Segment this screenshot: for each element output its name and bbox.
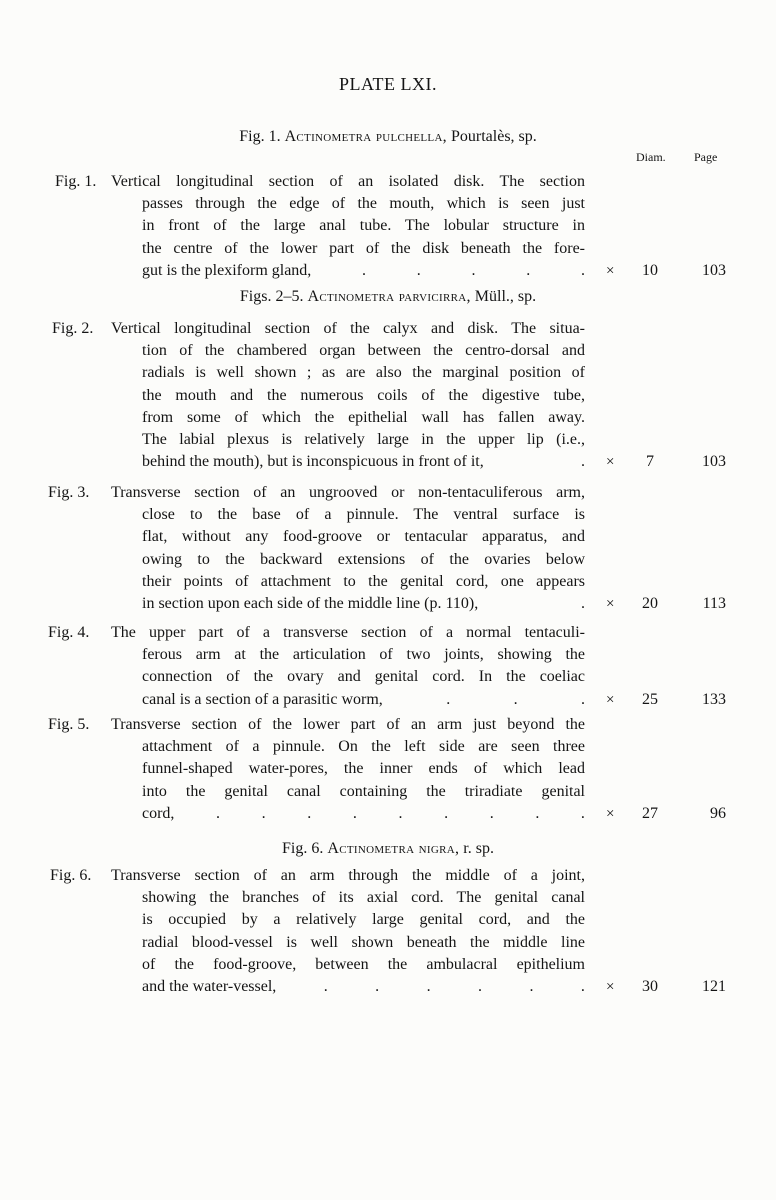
- leader-dot: .: [307, 804, 312, 822]
- leader-dot: .: [323, 978, 328, 995]
- figure-label: Fig. 4.: [48, 624, 90, 641]
- figure-label: Fig. 1.: [55, 173, 97, 190]
- magnification-sign: ×: [606, 454, 615, 471]
- figure-last-line: [142, 976, 585, 998]
- figure-first-line: [0, 482, 776, 504]
- heading-author: r. sp.: [463, 840, 494, 857]
- page-reference: 103: [702, 453, 726, 471]
- plate-title: PLATE LXI.: [339, 74, 437, 94]
- section-heading: [0, 288, 776, 306]
- figure-label: Fig. 3.: [48, 484, 90, 501]
- section-heading: [0, 128, 776, 146]
- magnification-sign: ×: [606, 262, 615, 279]
- figure-text-end: cord,: [142, 804, 175, 822]
- leader-dot: .: [446, 690, 451, 708]
- figure-last-line: [142, 260, 585, 282]
- heading-species: Actinometra parvicirra,: [307, 288, 471, 305]
- page-reference: 133: [702, 690, 726, 708]
- diam-column-header: Diam.: [636, 150, 666, 164]
- leader-dot: .: [398, 804, 403, 822]
- heading-author: Pourtalès, sp.: [451, 128, 537, 145]
- leader-dot: .: [581, 453, 585, 471]
- page-reference: 103: [702, 261, 726, 279]
- leader-dot: .: [471, 261, 476, 279]
- figure-label: Fig. 6.: [50, 867, 92, 884]
- figure-text-end: canal is a section of a parasitic worm,: [142, 690, 383, 708]
- figure-first-line: [0, 865, 776, 887]
- leader-dot: .: [426, 978, 431, 995]
- figure-text-line: in front of the large anal tube. The lobular structure in: [142, 217, 585, 235]
- figure-text-line: The labial plexus is relatively large in the upper lip (i.e.,: [142, 431, 585, 448]
- heading-figure-range: Fig. 6.: [282, 840, 324, 857]
- leader-dot: .: [580, 261, 585, 279]
- leader-dot: .: [375, 978, 380, 995]
- figure-text-line: ferous arm at the articulation of two joints, showing the: [142, 646, 585, 664]
- leader-dot: .: [416, 261, 421, 279]
- figure-text-end: gut is the plexiform gland,: [142, 261, 312, 279]
- heading-species: Actinometra nigra,: [327, 840, 460, 857]
- figure-text-end: and the water-vessel,: [142, 978, 277, 995]
- leader-dot: .: [535, 804, 540, 822]
- figure-text-line: close to the base of a pinnule. The ventral surface is: [142, 506, 585, 524]
- leader-dot: .: [580, 978, 585, 995]
- figure-text-end: behind the mouth), but is inconspicuous in front of it,: [142, 453, 484, 471]
- heading-figure-range: Figs. 2–5.: [239, 288, 304, 305]
- magnification-sign: ×: [606, 691, 615, 708]
- figure-text-line: Transverse section of the lower part of an arm just beyond the: [111, 716, 585, 733]
- figure-text-line: Transverse section of an arm through the middle of a joint,: [111, 867, 585, 884]
- leader-dot: .: [216, 804, 221, 822]
- figure-text-line: their points of attachment to the genital cord, one appears: [142, 572, 585, 590]
- section-heading: [0, 840, 776, 858]
- leader-dot: .: [513, 690, 518, 708]
- page-reference: 121: [702, 978, 726, 995]
- figure-first-line: [0, 171, 776, 193]
- leader-dot: .: [529, 978, 534, 995]
- figure-text-line: owing to the backward extensions of the ovaries below: [142, 550, 585, 568]
- figure-text-line: passes through the edge of the mouth, which is seen just: [142, 195, 585, 213]
- figure-text-line: the mouth and the numerous coils of the digestive tube,: [142, 386, 585, 404]
- figure-text-line: The upper part of a transverse section of a normal tentaculi-: [111, 624, 585, 641]
- figure-label: Fig. 5.: [48, 716, 90, 733]
- figure-text-line: Vertical longitudinal section of an isolated disk. The section: [111, 173, 585, 190]
- leader-dot: .: [526, 261, 531, 279]
- heading-author: Müll., sp.: [474, 288, 537, 305]
- page-reference: 113: [702, 595, 726, 612]
- figure-text-line: attachment of a pinnule. On the left side are seen three: [142, 738, 585, 756]
- figure-first-line: [0, 622, 776, 644]
- figure-text-end: in section upon each side of the middle line (p. 110),: [142, 595, 479, 612]
- figure-text-line: funnel-shaped water-pores, the inner ends of which lead: [142, 760, 585, 778]
- leader-dot: .: [362, 261, 367, 279]
- figure-text-line: showing the branches of its axial cord. The genital canal: [142, 889, 585, 907]
- magnification-sign: ×: [606, 979, 615, 995]
- figure-last-line: [142, 451, 585, 473]
- figure-text-line: radial blood-vessel is well shown beneath the middle line: [142, 933, 585, 951]
- page-column-header: Page: [694, 150, 718, 164]
- figure-label: Fig. 2.: [52, 320, 94, 337]
- figure-text-line: is occupied by a relatively large genital cord, and the: [142, 911, 585, 929]
- figure-text-line: Vertical longitudinal section of the calyx and disk. The situa-: [111, 320, 585, 337]
- figure-first-line: [0, 318, 776, 340]
- leader-dot: .: [580, 804, 585, 822]
- diameter-value: 20: [642, 595, 658, 612]
- diameter-value: 30: [642, 978, 658, 995]
- figure-text-line: from some of which the epithelial wall has fallen away.: [142, 408, 585, 426]
- figure-text-line: Transverse section of an ungrooved or non-tentaculiferous arm,: [111, 484, 585, 501]
- figure-last-line: [142, 689, 585, 711]
- page-reference: 96: [710, 804, 726, 822]
- heading-figure-range: Fig. 1.: [239, 128, 281, 145]
- magnification-sign: ×: [606, 596, 615, 612]
- leader-dot: .: [581, 595, 585, 612]
- leader-dot: .: [489, 804, 494, 822]
- leader-dot: .: [261, 804, 266, 822]
- figure-text-line: flat, without any food-groove or tentacular apparatus, and: [142, 528, 585, 546]
- leader-dot: .: [580, 690, 585, 708]
- leader-dot: .: [478, 978, 483, 995]
- leader-dot: .: [352, 804, 357, 822]
- figure-text-line: radials is well shown ; as are also the marginal position of: [142, 364, 585, 382]
- diameter-value: 10: [642, 261, 658, 279]
- diameter-value: 25: [642, 690, 658, 708]
- figure-text-line: connection of the ovary and genital cord. In the coeliac: [142, 668, 585, 686]
- figure-text-line: tion of the chambered organ between the centro-dorsal and: [142, 342, 585, 360]
- figure-text-line: into the genital canal containing the triradiate genital: [142, 782, 585, 800]
- figure-text-line: the centre of the lower part of the disk beneath the fore-: [142, 239, 585, 257]
- leader-dot: .: [444, 804, 449, 822]
- figure-last-line: [142, 593, 585, 615]
- magnification-sign: ×: [606, 805, 615, 822]
- figure-first-line: [0, 714, 776, 736]
- heading-species: Actinometra pulchella,: [284, 128, 447, 145]
- figure-last-line: [142, 803, 585, 825]
- diameter-value: 27: [642, 804, 658, 822]
- figure-text-line: of the food-groove, between the ambulacral epithelium: [142, 955, 585, 973]
- diameter-value: 7: [646, 453, 654, 471]
